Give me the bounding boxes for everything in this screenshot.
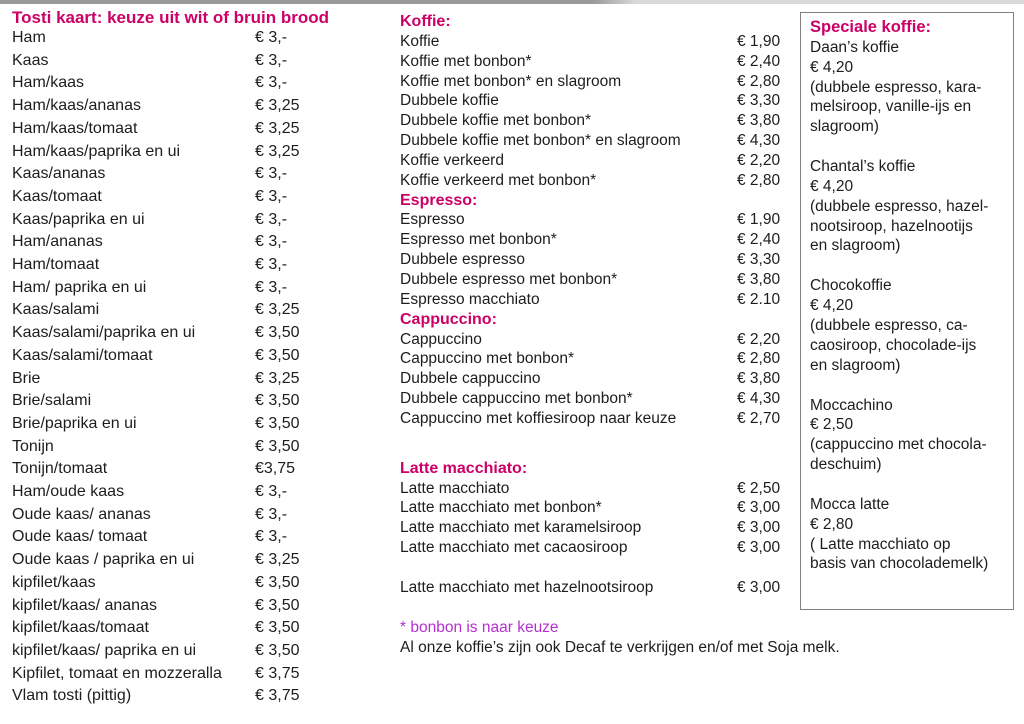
item-name: Cappuccino bbox=[400, 330, 482, 348]
menu-item-row bbox=[12, 141, 390, 164]
item-name: Dubbele espresso bbox=[400, 251, 525, 269]
menu-item-row bbox=[12, 549, 390, 572]
menu-item-row bbox=[400, 409, 792, 429]
tosti-list bbox=[12, 27, 390, 708]
speciale-entry bbox=[810, 157, 1004, 256]
item-price: € 3,00 bbox=[737, 499, 781, 517]
menu-item-row bbox=[400, 91, 792, 111]
item-price: € 3,50 bbox=[255, 573, 300, 591]
menu-item-row bbox=[12, 685, 390, 708]
item-price: € 4,30 bbox=[737, 132, 781, 150]
speciale-description-line: basis van chocolademelk) bbox=[810, 555, 989, 573]
speciale-description-line: (dubbele espresso, hazel- bbox=[810, 197, 989, 215]
item-name: Dubbele koffie met bonbon* en slagroom bbox=[400, 132, 681, 150]
menu-item-row bbox=[12, 663, 390, 686]
speciale-entry bbox=[810, 38, 1004, 137]
menu-item-row bbox=[400, 111, 792, 131]
item-price: € 3,- bbox=[255, 29, 288, 46]
speciale-description-line: en slagroom) bbox=[810, 356, 901, 374]
menu-item-row bbox=[12, 118, 390, 141]
menu-item-row bbox=[12, 95, 390, 118]
item-price: € 3,80 bbox=[737, 270, 781, 288]
speciale-name: Daan’s koffie bbox=[810, 38, 900, 56]
item-name: Kaas/salami/paprika en ui bbox=[12, 324, 196, 342]
item-name: Koffie met bonbon* en slagroom bbox=[400, 72, 622, 90]
speciale-description-line: (cappuccino met chocola- bbox=[810, 436, 987, 454]
item-price: € 3,30 bbox=[737, 92, 781, 110]
decaf-note: Al onze koffie’s zijn ook Decaf te verkrijgen en/of met Soja melk. bbox=[400, 638, 840, 656]
item-name: Brie/paprika en ui bbox=[12, 414, 137, 432]
item-price: € 2,80 bbox=[737, 350, 781, 368]
item-name: Latte macchiato bbox=[400, 479, 510, 497]
item-name: kipfilet/kaas/ ananas bbox=[12, 596, 157, 614]
menu-item-row bbox=[12, 481, 390, 504]
item-price: € 3,25 bbox=[255, 119, 300, 137]
menu-item-row bbox=[12, 458, 390, 481]
item-name: Dubbele koffie met bonbon* bbox=[400, 112, 592, 130]
menu-item-row bbox=[12, 595, 390, 618]
item-price: € 3,- bbox=[255, 278, 288, 296]
drinks-list bbox=[400, 12, 792, 598]
item-name: Latte macchiato met cacaosiroop bbox=[400, 539, 628, 557]
item-name: Kaas/salami/tomaat bbox=[12, 346, 153, 364]
item-name: Ham/tomaat bbox=[12, 256, 100, 274]
item-name: Dubbele cappuccino bbox=[400, 370, 541, 388]
speciale-name: Mocca latte bbox=[810, 495, 890, 513]
speciale-list bbox=[810, 38, 1004, 574]
menu-item-row bbox=[12, 322, 390, 345]
item-name: Oude kaas / paprika en ui bbox=[12, 551, 195, 569]
item-price: € 3,- bbox=[255, 165, 288, 183]
item-price: € 3,80 bbox=[737, 112, 781, 130]
item-name: Koffie verkeerd bbox=[400, 151, 504, 169]
speciale-price: € 4,20 bbox=[810, 297, 854, 315]
menu-item-row bbox=[12, 277, 390, 300]
menu-item-row bbox=[400, 270, 792, 290]
menu-item-row bbox=[400, 290, 792, 310]
item-price: € 2,40 bbox=[737, 231, 781, 249]
menu-item-row bbox=[12, 390, 390, 413]
menu-item-row bbox=[12, 231, 390, 254]
item-price: € 3,25 bbox=[255, 369, 300, 387]
item-price: € 3,50 bbox=[255, 437, 300, 455]
item-name: kipfilet/kaas/ paprika en ui bbox=[12, 641, 197, 659]
item-name: Kaas/tomaat bbox=[12, 187, 102, 205]
speciale-description-line: (dubbele espresso, kara- bbox=[810, 78, 982, 96]
item-name: Kaas/paprika en ui bbox=[12, 210, 145, 228]
item-price: € 3,- bbox=[255, 483, 288, 501]
section-title: Espresso: bbox=[400, 191, 478, 209]
item-price: € 3,80 bbox=[737, 370, 781, 388]
item-name: Ham/ paprika en ui bbox=[12, 278, 147, 296]
item-name: Tonijn/tomaat bbox=[12, 460, 108, 478]
speciale-description-line: caosiroop, chocolade-ijs bbox=[810, 336, 977, 354]
item-name: Cappuccino met bonbon* bbox=[400, 350, 575, 368]
menu-item-row bbox=[12, 504, 390, 527]
menu-item-row bbox=[400, 369, 792, 389]
item-price: € 2,80 bbox=[737, 72, 781, 90]
item-name: Brie/salami bbox=[12, 392, 92, 410]
item-name: Dubbele espresso met bonbon* bbox=[400, 270, 618, 288]
item-name: Oude kaas/ ananas bbox=[12, 505, 151, 523]
item-name: Kaas/salami bbox=[12, 301, 100, 319]
item-price: € 2,50 bbox=[737, 479, 781, 497]
item-price: € 3,- bbox=[255, 210, 288, 228]
item-name: Espresso macchiato bbox=[400, 290, 540, 308]
bonbon-note: * bonbon is naar keuze bbox=[400, 618, 559, 636]
item-price: € 3,50 bbox=[255, 324, 300, 342]
item-price: € 3,25 bbox=[255, 301, 300, 319]
speciale-price: € 4,20 bbox=[810, 58, 854, 76]
item-name: Ham/kaas/paprika en ui bbox=[12, 142, 181, 160]
menu-item-row bbox=[400, 479, 792, 499]
item-price: € 3,- bbox=[255, 74, 288, 92]
menu-item-row bbox=[400, 578, 792, 598]
tosti-title: Tosti kaart: keuze uit wit of bruin brood bbox=[12, 8, 330, 27]
item-price: € 3,00 bbox=[737, 578, 781, 596]
item-price: € 2,70 bbox=[737, 409, 781, 427]
menu-item-row bbox=[400, 498, 792, 518]
item-price: € 4,30 bbox=[737, 390, 781, 408]
menu-item-row bbox=[12, 27, 390, 50]
menu-item-row bbox=[12, 572, 390, 595]
speciale-title: Speciale koffie: bbox=[810, 18, 932, 36]
speciale-name: Moccachino bbox=[810, 396, 893, 414]
item-name: Espresso bbox=[400, 211, 465, 229]
item-name: Kaas/ananas bbox=[12, 165, 106, 183]
item-name: Vlam tosti (pittig) bbox=[12, 687, 132, 705]
menu-item-row bbox=[12, 345, 390, 368]
menu-item-row bbox=[400, 131, 792, 151]
item-name: kipfilet/kaas bbox=[12, 573, 96, 591]
item-price: € 3,00 bbox=[737, 519, 781, 537]
speciale-name: Chocokoffie bbox=[810, 277, 892, 295]
item-price: € 3,25 bbox=[255, 97, 300, 115]
menu-item-row bbox=[12, 254, 390, 277]
item-name: Koffie bbox=[400, 32, 440, 50]
menu-item-row bbox=[12, 50, 390, 73]
item-price: € 3,- bbox=[255, 505, 288, 523]
speciale-koffie-box bbox=[800, 12, 1014, 610]
item-name: Koffie verkeerd met bonbon* bbox=[400, 171, 597, 189]
item-name: Latte macchiato met karamelsiroop bbox=[400, 519, 642, 537]
item-name: Ham bbox=[12, 29, 46, 46]
menu-item-row bbox=[12, 413, 390, 436]
item-price: € 3,25 bbox=[255, 551, 300, 569]
item-price: € 3,- bbox=[255, 233, 288, 251]
section-title: Cappuccino: bbox=[400, 310, 497, 328]
speciale-description-line: melsiroop, vanille-ijs en bbox=[810, 98, 972, 116]
item-price: € 3,50 bbox=[255, 392, 300, 410]
menu-item-row bbox=[400, 72, 792, 92]
item-price: € 2,40 bbox=[737, 52, 781, 70]
speciale-description-line: slagroom) bbox=[810, 118, 879, 136]
item-price: € 3,75 bbox=[255, 664, 300, 682]
item-price: € 2,20 bbox=[737, 330, 781, 348]
item-name: Oude kaas/ tomaat bbox=[12, 528, 148, 546]
menu-item-row bbox=[400, 151, 792, 171]
item-name: Ham/oude kaas bbox=[12, 483, 125, 501]
speciale-entry bbox=[810, 276, 1004, 375]
item-price: € 3,- bbox=[255, 187, 288, 205]
item-price: € 2,20 bbox=[737, 151, 781, 169]
section-title: Latte macchiato: bbox=[400, 459, 528, 477]
item-price: €3,75 bbox=[255, 460, 296, 478]
menu-item-row bbox=[400, 250, 792, 270]
item-name: Dubbele koffie bbox=[400, 92, 499, 110]
menu-item-row bbox=[12, 640, 390, 663]
item-price: € 3,50 bbox=[255, 619, 300, 637]
speciale-description-line: en slagroom) bbox=[810, 237, 901, 255]
item-name: Ham/ananas bbox=[12, 233, 103, 251]
item-price: € 3,75 bbox=[255, 687, 300, 705]
item-name: kipfilet/kaas/tomaat bbox=[12, 619, 149, 637]
item-name: Koffie met bonbon* bbox=[400, 52, 532, 70]
item-price: € 1,90 bbox=[737, 32, 781, 50]
menu-item-row bbox=[400, 538, 792, 558]
item-price: € 3,- bbox=[255, 256, 288, 274]
item-name: Brie bbox=[12, 369, 41, 387]
item-price: € 3,- bbox=[255, 528, 288, 546]
item-name: Ham/kaas bbox=[12, 74, 85, 92]
item-name: Kipfilet, tomaat en mozzeralla bbox=[12, 664, 222, 682]
item-price: € 3,50 bbox=[255, 346, 300, 364]
speciale-description-line: nootsiroop, hazelnootijs bbox=[810, 217, 973, 235]
menu-item-row bbox=[12, 186, 390, 209]
item-name: Espresso met bonbon* bbox=[400, 231, 557, 249]
item-price: € 2.10 bbox=[737, 290, 781, 308]
menu-item-row bbox=[12, 72, 390, 95]
item-name: Ham/kaas/ananas bbox=[12, 97, 141, 115]
menu-item-row bbox=[12, 209, 390, 232]
item-price: € 3,- bbox=[255, 51, 288, 69]
speciale-price: € 2,80 bbox=[810, 515, 854, 533]
speciale-description-line: (dubbele espresso, ca- bbox=[810, 316, 968, 334]
item-price: € 3,00 bbox=[737, 539, 781, 557]
menu-item-row bbox=[400, 518, 792, 538]
item-price: € 3,50 bbox=[255, 414, 300, 432]
item-price: € 3,30 bbox=[737, 251, 781, 269]
menu-item-row bbox=[400, 389, 792, 409]
menu-item-row bbox=[400, 52, 792, 72]
item-name: Latte macchiato met bonbon* bbox=[400, 499, 602, 517]
section-title: Koffie: bbox=[400, 13, 451, 30]
speciale-description-line: deschuim) bbox=[810, 456, 882, 474]
item-name: Ham/kaas/tomaat bbox=[12, 119, 138, 137]
menu-item-row bbox=[12, 617, 390, 640]
item-price: € 1,90 bbox=[737, 211, 781, 229]
item-name: Latte macchiato met hazelnootsiroop bbox=[400, 578, 654, 596]
speciale-price: € 2,50 bbox=[810, 416, 854, 434]
menu-item-row bbox=[12, 299, 390, 322]
menu-item-row bbox=[400, 171, 792, 191]
speciale-entry bbox=[810, 495, 1004, 574]
item-name: Cappuccino met koffiesiroop naar keuze bbox=[400, 409, 677, 427]
speciale-entry bbox=[810, 396, 1004, 475]
speciale-description-line: ( Latte macchiato op bbox=[810, 535, 951, 553]
item-price: € 2,80 bbox=[737, 171, 781, 189]
item-name: Dubbele cappuccino met bonbon* bbox=[400, 390, 633, 408]
menu-item-row bbox=[400, 330, 792, 350]
scan-edge-strip bbox=[0, 0, 1024, 4]
item-price: € 3,50 bbox=[255, 596, 300, 614]
menu-item-row bbox=[400, 349, 792, 369]
menu-item-row bbox=[12, 526, 390, 549]
menu-item-row bbox=[12, 368, 390, 391]
item-name: Kaas bbox=[12, 51, 49, 69]
menu-item-row bbox=[12, 436, 390, 459]
speciale-price: € 4,20 bbox=[810, 177, 854, 195]
menu-item-row bbox=[400, 230, 792, 250]
item-price: € 3,50 bbox=[255, 641, 300, 659]
tosti-section bbox=[12, 8, 390, 708]
footnotes bbox=[400, 618, 1000, 658]
menu-item-row bbox=[400, 210, 792, 230]
speciale-name: Chantal’s koffie bbox=[810, 158, 916, 176]
menu-item-row bbox=[12, 163, 390, 186]
item-price: € 3,25 bbox=[255, 142, 300, 160]
menu-item-row bbox=[400, 32, 792, 52]
item-name: Tonijn bbox=[12, 437, 54, 455]
